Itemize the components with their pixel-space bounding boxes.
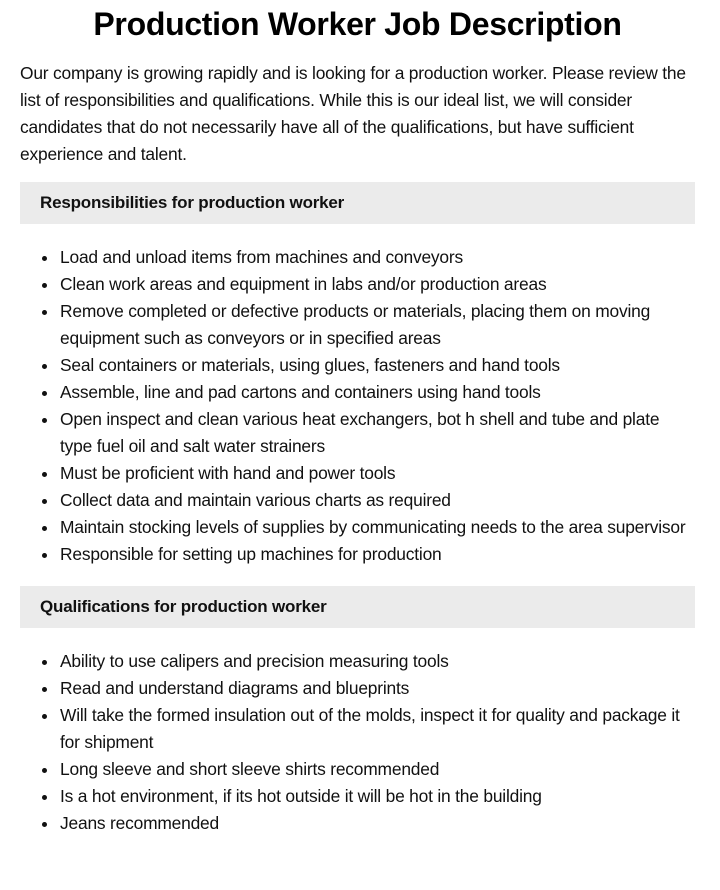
page-title: Production Worker Job Description — [93, 6, 622, 42]
bullet-icon — [42, 418, 47, 423]
responsibilities-list — [20, 224, 695, 568]
responsibilities-heading: Responsibilities for production worker — [20, 182, 695, 224]
list-item — [20, 783, 695, 810]
intro-paragraph: Our company is growing rapidly and is looking for a production worker. Please review the list of responsibilities and qualifications. While this is our ideal list, we will consider candidates that do not necessarily have all of the qualifications, but have sufficient experience and talent. — [20, 63, 686, 164]
list-item — [20, 244, 695, 271]
qualifications-list — [20, 628, 695, 837]
bullet-icon — [42, 256, 47, 261]
list-item-text: Read and understand diagrams and blueprints — [60, 678, 410, 698]
bullet-icon — [42, 499, 47, 504]
list-item — [20, 702, 695, 756]
list-item-text: Open inspect and clean various heat exchangers, bot h shell and tube and plate type fuel oil and salt water strainers — [60, 409, 660, 456]
list-item-text: Load and unload items from machines and conveyors — [60, 247, 463, 267]
list-item — [20, 675, 695, 702]
qualifications-heading: Qualifications for production worker — [20, 586, 695, 628]
bullet-icon — [42, 714, 47, 719]
bullet-icon — [42, 526, 47, 531]
bullet-icon — [42, 391, 47, 396]
bullet-icon — [42, 795, 47, 800]
list-item-text: Clean work areas and equipment in labs and/or production areas — [60, 274, 547, 294]
list-item — [20, 648, 695, 675]
list-item — [20, 271, 695, 298]
list-item — [20, 298, 695, 352]
bullet-icon — [42, 283, 47, 288]
list-item-text: Must be proficient with hand and power tools — [60, 463, 396, 483]
list-item — [20, 541, 695, 568]
bullet-icon — [42, 310, 47, 315]
bullet-icon — [42, 768, 47, 773]
bullet-icon — [42, 660, 47, 665]
list-item — [20, 514, 695, 541]
list-item-text: Seal containers or materials, using glues, fasteners and hand tools — [60, 355, 560, 375]
list-item — [20, 810, 695, 837]
list-item — [20, 379, 695, 406]
list-item-text: Assemble, line and pad cartons and containers using hand tools — [60, 382, 541, 402]
list-item — [20, 352, 695, 379]
list-item-text: Responsible for setting up machines for production — [60, 544, 442, 564]
list-item — [20, 460, 695, 487]
list-item — [20, 756, 695, 783]
list-item — [20, 487, 695, 514]
list-item-text: Is a hot environment, if its hot outside it will be hot in the building — [60, 786, 542, 806]
list-item-text: Maintain stocking levels of supplies by communicating needs to the area supervisor — [60, 517, 686, 537]
list-item-text: Ability to use calipers and precision measuring tools — [60, 651, 449, 671]
bullet-icon — [42, 364, 47, 369]
list-item-text: Will take the formed insulation out of the molds, inspect it for quality and package it for shipment — [60, 705, 680, 752]
bullet-icon — [42, 553, 47, 558]
bullet-icon — [42, 822, 47, 827]
list-item-text: Jeans recommended — [60, 813, 220, 833]
list-item-text: Collect data and maintain various charts as required — [60, 490, 451, 510]
list-item — [20, 406, 695, 460]
list-item-text: Long sleeve and short sleeve shirts recommended — [60, 759, 440, 779]
bullet-icon — [42, 687, 47, 692]
list-item-text: Remove completed or defective products or materials, placing them on moving equipment such as conveyors or in specified areas — [60, 301, 651, 348]
bullet-icon — [42, 472, 47, 477]
